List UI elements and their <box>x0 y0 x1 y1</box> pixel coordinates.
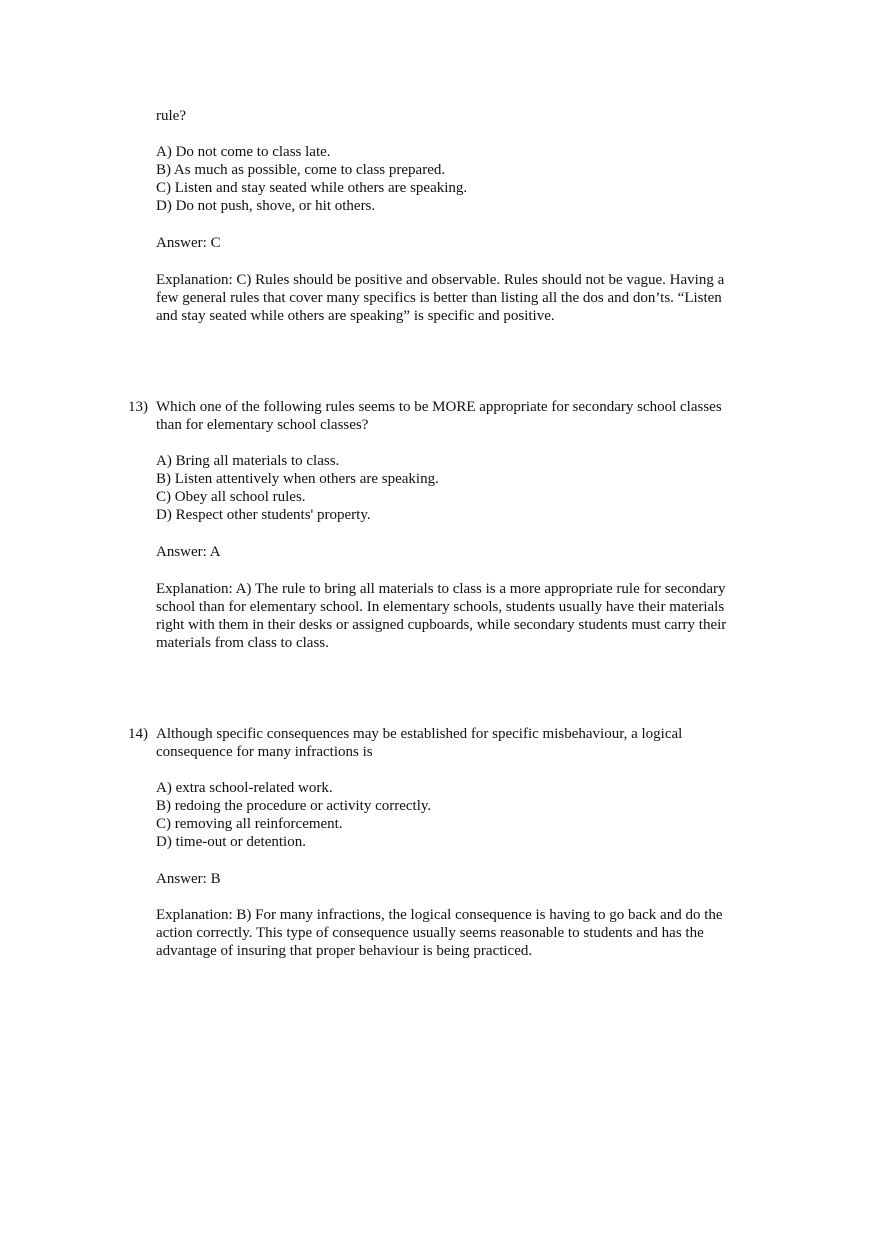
question-14-stem <box>156 725 766 761</box>
question-13-explanation <box>156 580 766 652</box>
question-12-stem-tail <box>156 107 766 125</box>
question-14-number: 14) <box>128 726 148 742</box>
explanation-line: school than for elementary school. In elementary schools, students usually have their materials <box>156 599 725 615</box>
explanation-line: Explanation: B) For many infractions, the logical consequence is having to go back and do the <box>156 907 723 923</box>
explanation-line: Explanation: C) Rules should be positive and observable. Rules should not be vague. Having a <box>156 272 725 288</box>
option-d: D) time-out or detention. <box>156 834 306 850</box>
question-13-number: 13) <box>128 399 148 415</box>
answer-text: Answer: B <box>156 871 221 887</box>
stem-line: Which one of the following rules seems to be MORE appropriate for secondary school classes <box>156 399 722 415</box>
question-13-options <box>156 452 766 524</box>
stem-line: than for elementary school classes? <box>156 417 369 433</box>
question-14-options <box>156 779 766 851</box>
option-d: D) Respect other students' property. <box>156 507 371 523</box>
explanation-line: right with them in their desks or assigned cupboards, while secondary students must carry their <box>156 617 727 633</box>
question-12-answer <box>156 234 766 252</box>
option-c: C) Obey all school rules. <box>156 489 306 505</box>
explanation-line: Explanation: A) The rule to bring all materials to class is a more appropriate rule for secondary <box>156 581 726 597</box>
question-12-explanation <box>156 271 766 325</box>
explanation-line: materials from class to class. <box>156 635 329 651</box>
explanation-line: few general rules that cover many specifics is better than listing all the dos and don’ts. “Listen <box>156 290 722 306</box>
option-a: A) extra school-related work. <box>156 780 333 796</box>
question-12-options <box>156 143 766 215</box>
question-13-stem <box>156 398 766 434</box>
option-d: D) Do not push, shove, or hit others. <box>156 198 376 214</box>
option-c: C) Listen and stay seated while others are speaking. <box>156 180 468 196</box>
stem-line: consequence for many infractions is <box>156 744 373 760</box>
question-13-answer <box>156 543 766 561</box>
explanation-line: action correctly. This type of consequence usually seems reasonable to students and has the <box>156 925 704 941</box>
answer-text: Answer: C <box>156 235 221 251</box>
explanation-line: advantage of insuring that proper behaviour is being practiced. <box>156 943 533 959</box>
explanation-line: and stay seated while others are speaking” is specific and positive. <box>156 308 555 324</box>
question-14-explanation <box>156 906 766 960</box>
question-14-answer <box>156 870 766 888</box>
stem-line: rule? <box>156 108 186 124</box>
option-b: B) Listen attentively when others are speaking. <box>156 471 439 487</box>
option-a: A) Do not come to class late. <box>156 144 331 160</box>
stem-line: Although specific consequences may be established for specific misbehaviour, a logical <box>156 726 683 742</box>
option-c: C) removing all reinforcement. <box>156 816 343 832</box>
option-b: B) As much as possible, come to class prepared. <box>156 162 446 178</box>
answer-text: Answer: A <box>156 544 221 560</box>
option-b: B) redoing the procedure or activity correctly. <box>156 798 432 814</box>
option-a: A) Bring all materials to class. <box>156 453 340 469</box>
